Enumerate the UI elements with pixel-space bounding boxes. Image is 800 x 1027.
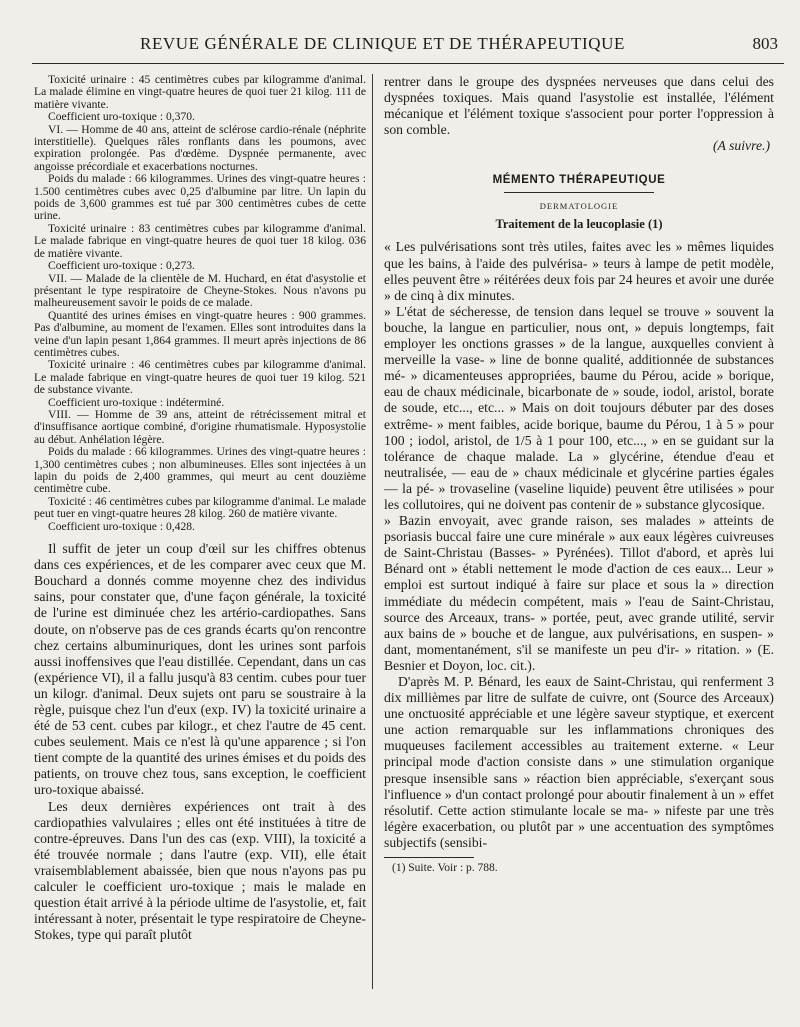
- case-vi-block: [34, 124, 366, 273]
- case-vi-urines: Poids du malade : 66 kilogrammes. Urines des vingt-quatre heures : 1.500 centimètres cubes avec 0,25 d'albumine par litre. Un lapin du poids de 3,600 grammes est tué par 300 centimètres cubes de cette urine.: [34, 172, 366, 223]
- case-vii-urines: Quantité des urines émises en vingt-quatre heures : 900 grammes. Pas d'albumine, au moment de l'examen. Elles sont introduites dans la veine d'un lapin pesant 1,864 grammes. Il meurt après injections de 86 centimètres cubes.: [34, 308, 366, 359]
- page-number: 803: [752, 34, 778, 53]
- header-rule: [32, 63, 784, 64]
- discussion-block: [34, 541, 366, 943]
- discussion-paragraph: Il suffit de jeter un coup d'œil sur les chiffres obtenus dans ces expériences, et de les comparer avec ceux que M. Bouchard a donnés comme moyenne chez des individus sains, pour constater que, d'une façon générale, la toxicité de l'urine est diminuée chez les artério-cardiopathes. Sans doute, on n'observe pas de ces grands écarts qu'on rencontre chez certains albuminuriques, dont les urines sont parfois aussi inoffensives que l'eau distillée. Cependant, dans un cas (expérience VI), il a fallu jusqu'à 83 centim. cubes pour tuer un kilogr. d'animal. Deux sujets ont paru se soustraire à la règle, puisque chez l'un d'eux (exp. IV) la toxicité urinaire a été de 53 cent. cubes par kilogr., et chez l'autre de 45 cent. cubes seulement. Mais ce n'est là qu'une apparence ; si l'on tient compte de la quantité des urines émises et du poids des patients, on trouve chez tous, sans exception, le coefficient uro-toxique abaissé.: [34, 541, 366, 798]
- case-vi-toxicity: Toxicité urinaire : 83 centimètres cubes par kilogramme d'animal. Le malade fabrique en vingt-quatre heures de quoi tuer 18 kilog. 036 de matière vivante.: [34, 221, 366, 260]
- case-vii-block: [34, 273, 366, 409]
- discussion-paragraph: Les deux dernières expériences ont trait à des cardiopathies valvulaires ; elles ont été instituées à titre de contre-épreuves. Dans l'un des cas (exp. VIII), la toxicité a été trouvée normale ; dans l'autre (exp. VII), elle était vraisemblablement abaissée, bien que nous n'ayons pas pu calculer le coefficient uro-toxique ; mais le malade en question était arrivé à la période ultime de l'asystolie, et, fait intéressant à noter, présentait le type respiratoire de Cheyne-Stokes, type qui paraît plutôt: [34, 798, 366, 943]
- footnote: (1) Suite. Voir : p. 788.: [392, 862, 498, 875]
- to-be-continued: (A suivre.): [712, 138, 770, 154]
- case-vi-description: VI. — Homme de 40 ans, atteint de sclérose cardio-rénale (néphrite interstitielle). Quelques râles ronflants dans les poumons, avec expiration prolongée. Pas d'œdème. Dyspnée permanente, avec angoisse précordiale et exacerbations nocturnes.: [34, 122, 366, 173]
- case-viii-description: VIII. — Homme de 39 ans, atteint de rétrécissement mitral et d'insuffisance aortique combiné, d'origine rhumatismale. Hyposystolie au début. Anhélation légère.: [34, 407, 366, 446]
- benard-block: [384, 674, 774, 851]
- case-vii-coefficient: Coefficient uro-toxique : indéterminé.: [48, 395, 225, 409]
- article-title: Traitement de la leucoplasie (1): [495, 217, 663, 232]
- quote-paragraph: » L'état de sécheresse, de tension dans lequel se trouve » souvent la bouche, la langue en particulier, nous ont, » depuis longtemps, fait employer les onctions grasses » de la langue, auxquelles convient à merveille la vase- » line de bonne qualité, additionnée de substances mé- » dicamenteuses appropriées, baume du Pérou, acide » borique, eau de chaux médicinale, bicarbonate de » soude, iodol, aristol, borate de soude, etc..., etc... » Mais on doit toujours débuter par des doses extrême- » ment faibles, acide borique, baume du Pérou, 1 à 5 » pour 100 ; iodol, aristol, de 1/5 à 1 pour 100, etc..., » en se guidant sur la tolérance de chaque malade. La » glycérine, étendue d'eau et neutralisée, — eau de » chaux médicinale et glycérine parties égales — la pé- » trovaseline (vaseline liquide) peuvent être utilisées » pour les collutoires, qui ne doivent pas contenir de » substance glycosique.: [384, 303, 774, 512]
- case-viii-coefficient: Coefficient uro-toxique : 0,428.: [48, 519, 195, 533]
- memento-rule: [504, 192, 654, 193]
- continuation-paragraph: rentrer dans le groupe des dyspnées nerveuses que dans celui des dyspnées toxiques. Mais quand l'asystolie est installée, l'élément mécanique et l'élément toxique s'associent pour porter l'oppression à son comble.: [384, 74, 774, 138]
- case-vii-toxicity: Toxicité urinaire : 46 centimètres cubes par kilogramme d'animal. Le malade fabrique en vingt-quatre heures de quoi tuer 19 kilog. 521 de substance vivante.: [34, 358, 366, 397]
- column-divider: [372, 74, 373, 989]
- quote-paragraph: « Les pulvérisations sont très utiles, faites avec les » mêmes liquides que les bains, à l'aide des pulvérisa- » teurs à lampe de petit modèle, elles peuvent être » réitérées deux fois par 24 heures et avoir une durée » de cinq à dix minutes.: [384, 239, 774, 303]
- case-vii-description: VII. — Malade de la clientèle de M. Huchard, en état d'asystolie et présentant le type respiratoire de Cheyne-Stokes. Nous n'avons pu malheureusement savoir le poids de ce malade.: [34, 271, 366, 310]
- section-label: DERMATOLOGIE: [539, 201, 619, 212]
- quote-block: [384, 239, 774, 674]
- case-v-toxicity: Toxicité urinaire : 45 centimètres cubes par kilogramme d'animal. La malade élimine en vingt-quatre heures de quoi tuer 21 kilog. 111 de matière vivante.: [34, 73, 366, 111]
- case-viii-urines: Poids du malade : 66 kilogrammes. Urines des vingt-quatre heures : 1,300 centimètres cubes ; non albumineuses. Elles sont injectées à un lapin du poids de 2,400 grammes, qui meurt au cent douzième centimètre cube.: [34, 445, 366, 496]
- footnote-rule: [384, 857, 474, 858]
- benard-paragraph: D'après M. P. Bénard, les eaux de Saint-Christau, qui renferment 3 dix millièmes par litre de sulfate de cuivre, ont (Source des Arceaux) une onctuosité appréciable et une légère saveur styptique, et exercent une action remarquable sur les inflammations chroniques des muqueuses facilement accessibles au traitement externe. « Leur principal mode d'action consiste dans » une stimulation organique presque insensible sans » réaction bien appréciable, s'exerçant sous l'influence » d'un contact prolongé pour aboutir finalement à un » effet résolutif. Cette action stimulante locale se ma- » nifeste par une très légère exacerbation, ou plutôt par » une accentuation des symptômes subjectifs (sensibi-: [384, 674, 774, 850]
- right-column: [384, 74, 774, 874]
- case-viii-block: [34, 409, 366, 533]
- case-v-block: [34, 74, 366, 124]
- case-viii-toxicity: Toxicité : 46 centimètres cubes par kilogramme d'animal. Le malade peut tuer en vingt-quatre heures 28 kilog. 260 de matière vivante.: [34, 494, 366, 521]
- memento-title: MÉMENTO THÉRAPEUTIQUE: [492, 174, 666, 187]
- case-vi-coefficient: Coefficient uro-toxique : 0,273.: [48, 259, 195, 273]
- running-title: REVUE GÉNÉRALE DE CLINIQUE ET DE THÉRAPEUTIQUE: [140, 34, 625, 53]
- continuation-block: [384, 74, 774, 154]
- quote-paragraph: » Bazin envoyait, avec grande raison, ses malades » atteints de psoriasis buccal faire une cure minérale » aux eaux légères cuivreuses de Saint-Christau (Basses- » Pyrénées). Tillot d'abord, et après lui Bénard ont » établi nettement le mode d'action de ces eaux... Leur » emploi est surtout indiqué à faire sur place et sous la » direction immédiate du médecin compétent, mais » l'eau de Saint-Christau, source des Arceaux, trans- » portée, peut, avec grande utilité, servir aux bains de » bouche et de langue, aux pulvérisations, en suspen- » dant, momentanément, s'il se manifeste un peu d'ir- » ritation. » (E. Besnier et Doyon, loc. cit.).: [384, 513, 774, 673]
- left-column: [34, 74, 366, 943]
- case-v-coefficient: Coefficient uro-toxique : 0,370.: [48, 110, 195, 124]
- running-head: [0, 30, 800, 60]
